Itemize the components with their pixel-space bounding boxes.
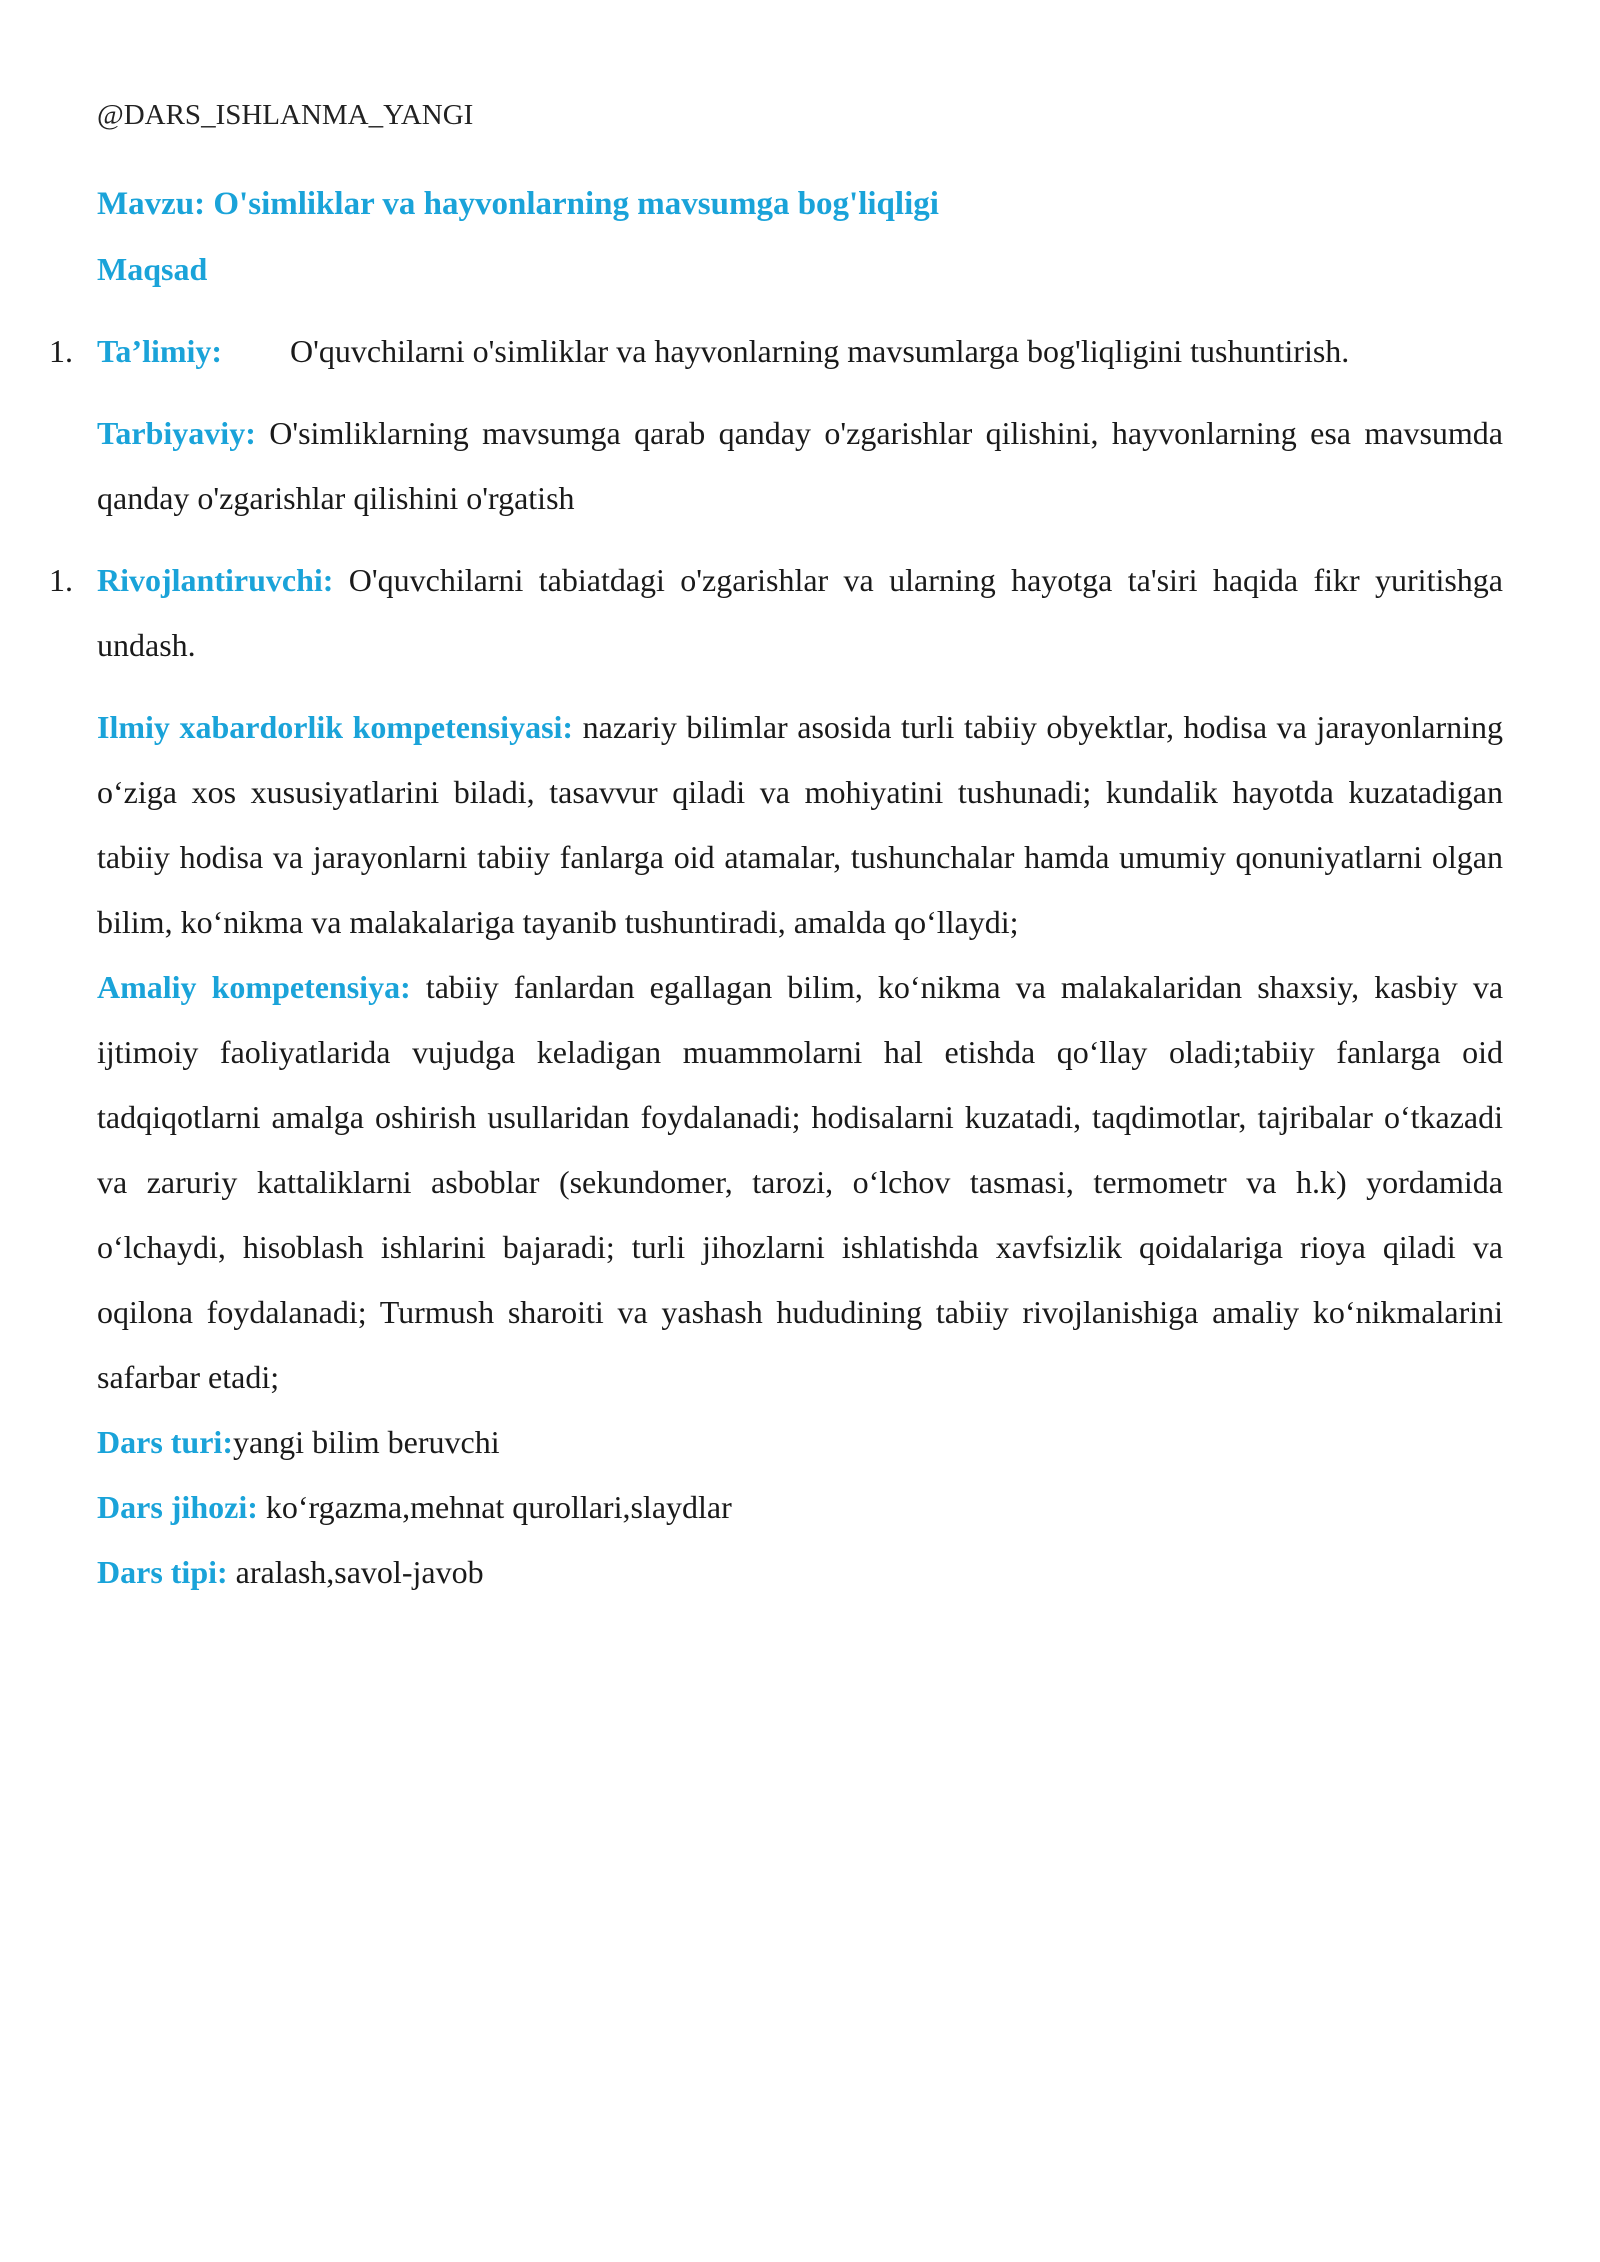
dars-turi-label: Dars turi: [97, 1424, 233, 1460]
rivojlantiruvchi-text: O'quvchilarni tabiatdagi o'zgarishlar va ularning hayotga ta'siri haqida fikr yuritishga undash. [97, 562, 1504, 663]
talimiy-label: Ta’limiy: [97, 333, 223, 369]
rivojlantiruvchi-item [49, 548, 1504, 678]
tarbiyaviy-text: O'simliklarning mavsumga qarab qanday o'zgarishlar qilishini, hayvonlarning esa mavsumda qanday o'zgarishlar qilishini o'rgatish [97, 415, 1504, 516]
dars-jihozi-label: Dars jihozi: [97, 1489, 258, 1525]
topic-line [97, 172, 1503, 237]
dars-tipi-item [97, 1540, 1503, 1605]
goal-label: Maqsad [97, 251, 208, 287]
amaliy-label: Amaliy kompetensiya: [97, 969, 411, 1005]
channel-header: @DARS_ISHLANMA_YANGI [97, 99, 474, 131]
ilmiy-label: Ilmiy xabardorlik kompetensiyasi: [97, 709, 574, 745]
tarbiyaviy-label: Tarbiyaviy: [97, 415, 256, 451]
topic-label: Mavzu: O'simliklar va hayvonlarning mavsumga bog'liqligi [97, 186, 939, 222]
dars-turi-item [97, 1410, 1503, 1475]
dars-jihozi-text: ko‘rgazma,mehnat qurollari,slaydlar [265, 1489, 732, 1525]
dars-tipi-label: Dars tipi: [97, 1554, 228, 1590]
ilmiy-item [97, 695, 1503, 955]
talimiy-text: O'quvchilarni o'simliklar va hayvonlarning mavsumlarga bog'liqligini tushuntirish. [290, 333, 1350, 369]
list-number: 1. [49, 562, 73, 598]
amaliy-text: tabiiy fanlardan egallagan bilim, ko‘nikma va malakalaridan shaxsiy, kasbiy va ijtimoiy faoliyatlarida vujudga keladigan muammolarni hal etishda qo‘llay oladi;tabiiy fanlarga oid tadqiqotlarni amalga oshirish usullaridan foydalanadi; hodisalarni kuzatadi, taqdimotlar, tajribalar o‘tkazadi va zaruriy kattaliklarni asboblar (sekundomer, tarozi, o‘lchov tasmasi, termometr va h.k) yordamida o‘lchaydi, hisoblash ishlarini bajaradi; turli jihozlarni ishlatishda xavfsizlik qoidalariga rioya qiladi va oqilona foydalanadi; Turmush sharoiti va yashash hududining tabiiy rivojlanishiga amaliy ko‘nikmalarini safarbar etadi; [97, 969, 1504, 1395]
talimiy-item [49, 319, 1503, 384]
tarbiyaviy-item [97, 401, 1503, 531]
rivojlantiruvchi-label: Rivojlantiruvchi: [97, 562, 334, 598]
list-number: 1. [49, 333, 73, 369]
dars-tipi-text: aralash,savol-javob [235, 1554, 484, 1590]
goal-line [97, 237, 1503, 302]
ilmiy-text: nazariy bilimlar asosida turli tabiiy obyektlar, hodisa va jarayonlarning o‘ziga xos xususiyatlarini biladi, tasavvur qiladi va mohiyatini tushunadi; kundalik hayotda kuzatadigan tabiiy hodisa va jarayonlarni tabiiy fanlarga oid atamalar, tushunchalar hamda umumiy qonuniyatlarni olgan bilim, ko‘nikma va malakalariga tayanib tushuntiradi, amalda qo‘llaydi; [97, 709, 1504, 940]
dars-jihozi-item [97, 1475, 1503, 1540]
dars-turi-text: yangi bilim beruvchi [232, 1424, 500, 1460]
amaliy-item [97, 955, 1503, 1410]
lesson-plan-body [49, 172, 1504, 1605]
